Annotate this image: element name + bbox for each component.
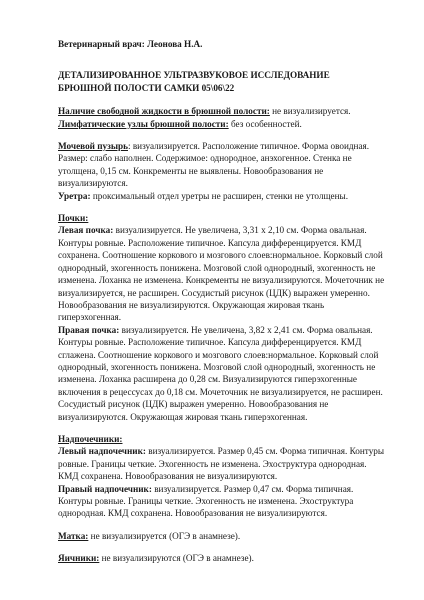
right-kidney-text: визуализируется. Не увеличена, 3,82 x 2,41 см. Форма овальная. Контуры ровные. Расположение типичное. Капсула дифференцируется. КМД сглажена. Соотношение коркового и мозгового слоев:нормальное. Корковый слой однородный, эхогенность понижена. Мозговой слой однородный, эхогенность не изменена. Лоханка расширена до 0,28 см. Визуализируются гиперэхогенные включения в рецессусах до 0,18 см. Мочеточник не визуализируется, не расширен. Сосудистый рисунок (ЦДК) выражен умеренно. Новообразования не визуализируются. Окружающая жировая ткань гиперэхогенная. xyxy=(58,324,383,422)
ovaries-label: Яичники: xyxy=(58,553,100,564)
uterus-text: не визуализируется (ОГЭ в анамнезе). xyxy=(88,530,241,541)
uterus-row xyxy=(58,530,388,542)
urethra-text: проксимальный отдел уретры не расширен, стенки не утолщены. xyxy=(90,190,349,201)
bladder-label: Мочевой пузырь xyxy=(58,141,128,152)
right-kidney-paragraph xyxy=(58,324,388,423)
left-kidney-paragraph xyxy=(58,224,388,323)
left-adrenal-label: Левый надпочечник: xyxy=(58,446,146,457)
free-fluid-label: Наличие свободной жидкости в брюшной полости: xyxy=(58,106,270,117)
right-adrenal-label: Правый надпочечник: xyxy=(58,483,152,494)
ovaries-row xyxy=(58,552,388,564)
free-fluid-text: не визуализируется. xyxy=(269,106,351,117)
right-adrenal-text: визуализируется. Размер 0,47 см. Форма типичная. Контуры ровные. Границы четкие. Эхогенность не изменена. Эхоструктура однородная. КМД сохранена. Новообразования не визуализируются. xyxy=(58,483,354,519)
uterus-label: Матка: xyxy=(58,530,89,541)
lymph-row xyxy=(58,118,388,130)
bladder-paragraph xyxy=(58,140,388,190)
doctor-line xyxy=(58,38,388,50)
left-adrenal-text: визуализируется. Размер 0,45 см. Форма типичная. Контуры ровные. Границы четкие. Эхогенность не изменена. Эхоструктура однородная. КМД сохранена. Новообразования не визуализируются. xyxy=(58,446,385,482)
urethra-paragraph xyxy=(58,190,388,202)
ovaries-text: не визуализируются (ОГЭ в анамнезе). xyxy=(99,553,254,564)
urethra-label: Уретра: xyxy=(58,190,91,201)
left-kidney-label: Левая почка: xyxy=(58,225,114,236)
document-title xyxy=(58,69,388,94)
doctor-name: Леонова Н.А. xyxy=(147,39,203,49)
lymph-label: Лимфатические узлы брюшной полости: xyxy=(58,118,229,129)
lymph-text: без особенностей. xyxy=(228,118,302,129)
right-kidney-label: Правая почка: xyxy=(58,324,120,335)
bladder-text: : визуализируется. Расположение типичное. Форма овоидная. Размер: слабо наполнен. Содержимое: однородное, анэхогенное. Стенка не утолщена, 0,15 см. Конкременты не выявлены. Новообразования не визуализируются. xyxy=(58,141,370,189)
left-adrenal-paragraph xyxy=(58,445,388,482)
right-adrenal-paragraph xyxy=(58,483,388,520)
adrenals-heading: Надпочечники: xyxy=(58,433,123,444)
title-line-2: БРЮШНОЙ ПОЛОСТИ САМКИ 05\06\22 xyxy=(58,82,235,93)
title-line-1: ДЕТАЛИЗИРОВАННОЕ УЛЬТРАЗВУКОВОЕ ИССЛЕДОВАНИЕ xyxy=(58,70,330,81)
left-kidney-text: визуализируется. Не увеличена, 3,31 x 2,10 см. Форма овальная. Контуры ровные. Расположение типичное. Капсула дифференцируется. КМД сохранена. Соотношение коркового и мозгового слоев:нормальное. Корковый слой однородный, эхогенность понижена. Мозговой слой однородный, эхогенность не изменена. Лоханка не изменена. Конкременты не визуализируются. Мочеточник не визуализируется, не расширен. Сосудистый рисунок (ЦДК) выражен умеренно. Новообразования не визуализируются. Окружающая жировая ткань гиперэхогенная. xyxy=(58,225,385,323)
free-fluid-row xyxy=(58,105,388,117)
doctor-label: Ветеринарный врач: xyxy=(58,39,145,49)
kidneys-heading: Почки: xyxy=(58,213,89,224)
